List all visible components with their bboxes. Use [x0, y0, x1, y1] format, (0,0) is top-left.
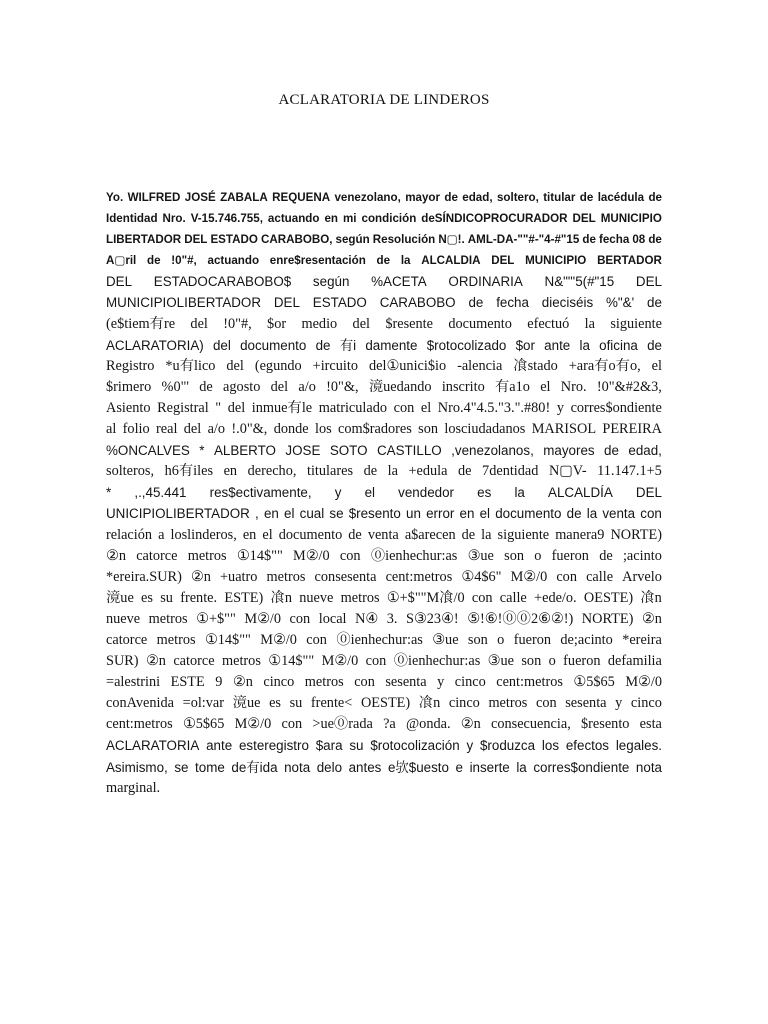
paragraph-line: $rimero %0"' de agosto del a/o !0"&, 滰uedando inscrito 有a1o el Nro. !0"&#2&3, — [106, 378, 662, 395]
paragraph-line: ACLARATORIA) del documento de 有i damente $rotocolizado $or ante la oficina de — [106, 337, 662, 353]
paragraph-line: Identidad Nro. V-15.746.755, actuando en mi condición deSÍNDICOPROCURADOR DEL MUNICIPIO — [106, 212, 662, 226]
paragraph-line: SUR) ②n catorce metros ①14$"" M②/0 con ⓪ienhechur:as ③ue son o fueron defamilia — [106, 653, 662, 670]
paragraph-line: (e$tiem有re del !0"#, $or medio del $resente documento efectuó la siguiente — [106, 315, 662, 332]
document-body — [106, 187, 662, 799]
paragraph-line: =alestrini ESTE 9 ②n cinco metros con sesenta y cinco cent:metros ①5$65 M②/0 — [106, 674, 662, 691]
paragraph-line: *ereira.SUR) ②n +uatro metros consesenta cent:metros ①4$6" M②/0 con calle Arvelo — [106, 568, 662, 585]
paragraph-line: nueve metros ①+$"" M②/0 con local N④ 3. S③23④! ⑤!⑥!⓪⓪2⑥②!) NORTE) ②n — [106, 610, 662, 627]
paragraph-line: LIBERTADOR DEL ESTADO CARABOBO, según Resolución N▢!. AML-DA-""#-"4-#"15 de fecha 08 de — [106, 233, 662, 247]
paragraph-line: conAvenida =ol:var 滰ue es su frente< OESTE) 飡n cinco metros con sesenta y cinco — [106, 695, 662, 712]
paragraph-line: solteros, h6有iles en derecho, titulares de la +edula de 7dentidad N▢V- 11.147.1+5 — [106, 463, 662, 480]
paragraph-line: Asimismo, se tome de有ida nota delo antes e欤$uesto e inserte la corres$ondiente nota — [106, 759, 662, 775]
paragraph-line: Registro *u有lico del (egundo +ircuito del①unici$io -alencia 飡stado +ara有o有o, el — [106, 357, 662, 374]
paragraph-line: marginal. — [106, 779, 161, 796]
paragraph-line: * ,.,45.441 res$ectivamente, y el vendedor es la ALCALDÍA DEL — [106, 485, 662, 501]
paragraph-line: %ONCALVES * ALBERTO JOSE SOTO CASTILLO ,venezolanos, mayores de edad, — [106, 443, 662, 459]
paragraph-line: UNICIPIOLIBERTADOR , en el cual se $resento un error en el documento de la venta con — [106, 506, 662, 522]
paragraph-line: A▢ril de !0"#, actuando enre$resentación de la ALCALDIA DEL MUNICIPIO BERTADOR — [106, 254, 662, 268]
paragraph-line: DEL ESTADOCARABOBO$ según %ACETA ORDINARIA N&""'5(#"15 DEL — [106, 274, 662, 290]
paragraph-line: Asiento Registral " del inmue有le matriculado con el Nro.4"4.5."3.".#80! y corres$ondiente — [106, 399, 662, 416]
paragraph-line: ACLARATORIA ante esteregistro $ara su $rotocolización y $roduzca los efectos legales. — [106, 738, 662, 754]
paragraph-line: relación a loslinderos, en el documento de venta a$arecen de la siguiente manera9 NORTE) — [106, 526, 662, 543]
paragraph-line: Yo. WILFRED JOSÉ ZABALA REQUENA venezolano, mayor de edad, soltero, titular de lacédula de — [106, 191, 662, 204]
paragraph-line: MUNICIPIOLIBERTADOR DEL ESTADO CARABOBO de fecha dieciséis %"&' de — [106, 295, 662, 311]
document-title: ACLARATORIA DE LINDEROS — [278, 92, 490, 108]
paragraph-line: catorce metros ①14$"" M②/0 con ⓪ienhechur:as ③ue son o fueron de;acinto *ereira — [106, 631, 662, 648]
paragraph-line: cent:metros ①5$65 M②/0 con >ue⓪rada ?a @onda. ②n consecuencia, $resento esta — [106, 716, 662, 733]
paragraph-line: 滰ue es su frente. ESTE) 飡n nueve metros ①+$""M飡/0 con calle +ede/o. OESTE) 飡n — [106, 589, 662, 606]
paragraph-line: ②n catorce metros ①14$"" M②/0 con ⓪ienhechur:as ③ue son o fueron de ;acinto — [106, 547, 662, 564]
paragraph-line: al folio real del a/o !.0"&, donde los com$radores son losciudadanos MARISOL PEREIRA — [106, 421, 662, 438]
